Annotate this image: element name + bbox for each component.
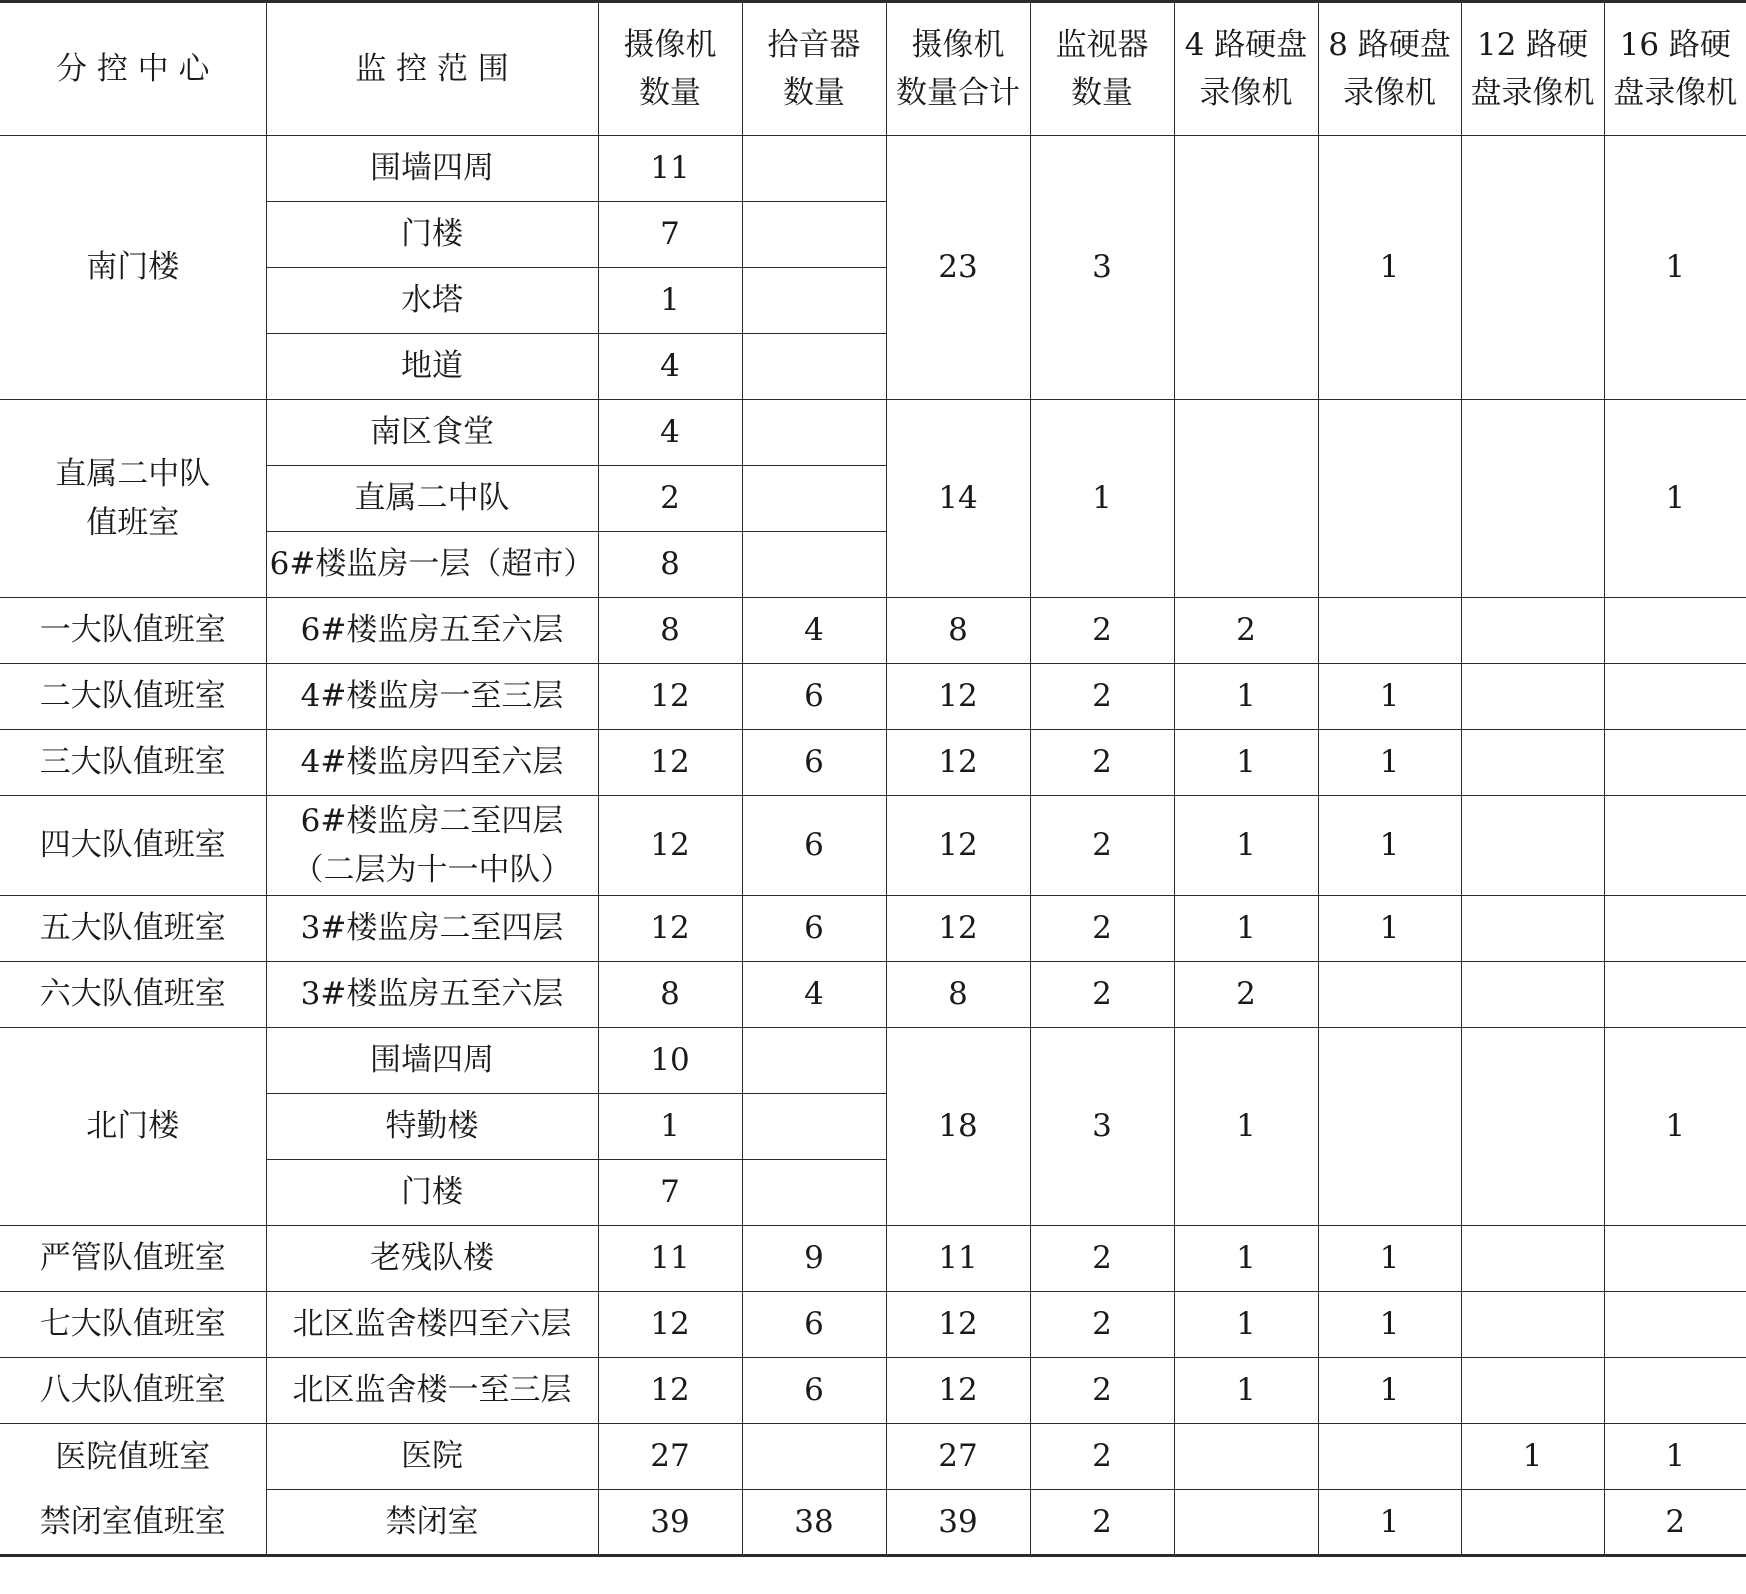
dvr8-cell: 1	[1318, 136, 1461, 400]
scope-cell	[266, 796, 598, 896]
mics-cell: 6	[742, 896, 886, 962]
dvr4-cell: 2	[1174, 962, 1318, 1028]
cameras-cell: 10	[598, 1028, 742, 1094]
scope-cell: 直属二中队	[266, 466, 598, 532]
cameras-cell: 7	[598, 1160, 742, 1226]
table-row	[0, 1424, 1746, 1490]
scope-cell: 门楼	[266, 1160, 598, 1226]
dvr16-cell	[1604, 1226, 1746, 1292]
monitors-cell: 2	[1030, 1292, 1174, 1358]
center-line1: 直属二中队	[55, 456, 211, 493]
scope-line2: （二层为十一中队）	[292, 851, 572, 888]
table-row	[0, 730, 1746, 796]
monitors-cell: 2	[1030, 664, 1174, 730]
header-scope	[266, 2, 598, 136]
dvr8-cell: 1	[1318, 1226, 1461, 1292]
scope-cell: 6#楼监房一层（超市）	[266, 532, 598, 598]
table-row	[0, 136, 1746, 202]
dvr8-cell: 1	[1318, 1490, 1461, 1556]
dvr12-cell	[1461, 664, 1604, 730]
mics-cell	[742, 466, 886, 532]
dvr12-cell	[1461, 730, 1604, 796]
header-dvr8-line2: 录像机	[1343, 75, 1436, 111]
scope-cell: 围墙四周	[266, 136, 598, 202]
mics-cell	[742, 1028, 886, 1094]
dvr16-cell	[1604, 896, 1746, 962]
cameras-cell: 11	[598, 1226, 742, 1292]
scope-cell: 北区监舍楼一至三层	[266, 1358, 598, 1424]
dvr16-cell	[1604, 664, 1746, 730]
table-row	[0, 598, 1746, 664]
camera-total-cell: 27	[886, 1424, 1030, 1490]
table-row	[0, 1292, 1746, 1358]
mics-cell: 6	[742, 730, 886, 796]
monitors-cell: 2	[1030, 1424, 1174, 1490]
dvr4-cell	[1174, 1424, 1318, 1490]
dvr8-cell: 1	[1318, 1292, 1461, 1358]
dvr4-cell: 1	[1174, 1292, 1318, 1358]
dvr16-cell	[1604, 598, 1746, 664]
camera-total-cell: 23	[886, 136, 1030, 400]
dvr12-cell: 1	[1461, 1424, 1604, 1490]
cameras-cell: 7	[598, 202, 742, 268]
scope-cell: 6#楼监房五至六层	[266, 598, 598, 664]
dvr4-cell	[1174, 400, 1318, 598]
cameras-cell: 12	[598, 1358, 742, 1424]
center-cell: 二大队值班室	[0, 664, 266, 730]
scope-cell: 南区食堂	[266, 400, 598, 466]
dvr12-cell	[1461, 896, 1604, 962]
table-row	[0, 1490, 1746, 1556]
center-cell: 北门楼	[0, 1028, 266, 1226]
header-cameras-line2: 数量	[639, 75, 701, 111]
camera-total-cell: 12	[886, 896, 1030, 962]
dvr8-cell: 1	[1318, 730, 1461, 796]
dvr4-cell: 1	[1174, 1358, 1318, 1424]
center-cell: 五大队值班室	[0, 896, 266, 962]
header-dvr12-line1: 12 路硬	[1476, 26, 1589, 63]
mics-cell: 6	[742, 796, 886, 896]
dvr4-cell: 1	[1174, 1028, 1318, 1226]
cameras-cell: 1	[598, 268, 742, 334]
table-row	[0, 400, 1746, 466]
camera-total-cell: 8	[886, 962, 1030, 1028]
header-mics	[742, 2, 886, 136]
mics-cell: 6	[742, 1358, 886, 1424]
table-row	[0, 1028, 1746, 1094]
dvr12-cell	[1461, 1028, 1604, 1226]
dvr16-cell: 1	[1604, 400, 1746, 598]
scope-cell: 老残队楼	[266, 1226, 598, 1292]
header-monitors-line2: 数量	[1071, 75, 1133, 111]
cameras-cell: 8	[598, 598, 742, 664]
header-dvr4-line1: 4 路硬盘	[1184, 26, 1308, 63]
header-camera-total	[886, 2, 1030, 136]
header-mics-line1: 拾音器	[767, 26, 861, 63]
header-dvr12	[1461, 2, 1604, 136]
dvr8-cell: 1	[1318, 664, 1461, 730]
center-cell: 七大队值班室	[0, 1292, 266, 1358]
dvr8-cell: 1	[1318, 896, 1461, 962]
dvr12-cell	[1461, 400, 1604, 598]
monitors-cell: 2	[1030, 1358, 1174, 1424]
dvr12-cell	[1461, 1490, 1604, 1556]
mics-cell: 38	[742, 1490, 886, 1556]
scope-line1: 6#楼监房二至四层	[300, 803, 564, 840]
cameras-cell: 12	[598, 664, 742, 730]
scope-cell: 北区监舍楼四至六层	[266, 1292, 598, 1358]
camera-total-cell: 12	[886, 1358, 1030, 1424]
center-cell: 禁闭室值班室	[0, 1490, 266, 1556]
header-mics-line2: 数量	[783, 75, 845, 111]
header-center	[0, 2, 266, 136]
scope-cell: 围墙四周	[266, 1028, 598, 1094]
scope-cell: 门楼	[266, 202, 598, 268]
cameras-cell: 2	[598, 466, 742, 532]
dvr16-cell	[1604, 730, 1746, 796]
dvr12-cell	[1461, 796, 1604, 896]
header-camera-total-line1: 摄像机	[911, 26, 1005, 63]
header-cameras-line1: 摄像机	[623, 26, 717, 63]
mics-cell: 6	[742, 664, 886, 730]
table-row	[0, 664, 1746, 730]
cameras-cell: 8	[598, 532, 742, 598]
scope-cell: 4#楼监房四至六层	[266, 730, 598, 796]
mics-cell	[742, 532, 886, 598]
camera-total-cell: 12	[886, 1292, 1030, 1358]
center-cell	[0, 400, 266, 598]
scope-cell: 地道	[266, 334, 598, 400]
table-row	[0, 1358, 1746, 1424]
center-cell: 一大队值班室	[0, 598, 266, 664]
dvr12-cell	[1461, 598, 1604, 664]
dvr12-cell	[1461, 1226, 1604, 1292]
scope-cell: 特勤楼	[266, 1094, 598, 1160]
table-header-row	[0, 2, 1746, 136]
table-row	[0, 1226, 1746, 1292]
dvr8-cell: 1	[1318, 796, 1461, 896]
camera-total-cell: 11	[886, 1226, 1030, 1292]
dvr12-cell	[1461, 962, 1604, 1028]
mics-cell	[742, 400, 886, 466]
dvr4-cell	[1174, 1490, 1318, 1556]
monitors-cell: 2	[1030, 896, 1174, 962]
dvr16-cell: 1	[1604, 136, 1746, 400]
monitors-cell: 2	[1030, 1226, 1174, 1292]
center-cell: 三大队值班室	[0, 730, 266, 796]
dvr4-cell: 1	[1174, 896, 1318, 962]
mics-cell: 6	[742, 1292, 886, 1358]
mics-cell	[742, 334, 886, 400]
camera-total-cell: 39	[886, 1490, 1030, 1556]
mics-cell: 9	[742, 1226, 886, 1292]
center-cell: 四大队值班室	[0, 796, 266, 896]
monitors-cell: 1	[1030, 400, 1174, 598]
center-cell: 医院值班室	[0, 1424, 266, 1490]
center-line2: 值班室	[86, 504, 180, 541]
cameras-cell: 12	[598, 730, 742, 796]
header-dvr4-line2: 录像机	[1199, 75, 1293, 111]
monitors-cell: 2	[1030, 598, 1174, 664]
dvr16-cell	[1604, 1358, 1746, 1424]
dvr4-cell: 1	[1174, 796, 1318, 896]
mics-cell: 4	[742, 962, 886, 1028]
dvr16-cell	[1604, 796, 1746, 896]
header-monitors-line1: 监视器	[1055, 26, 1149, 63]
header-dvr12-line2: 盘录像机	[1470, 75, 1595, 111]
cameras-cell: 12	[598, 896, 742, 962]
dvr16-cell: 1	[1604, 1424, 1746, 1490]
header-dvr4	[1174, 2, 1318, 136]
camera-total-cell: 8	[886, 598, 1030, 664]
cameras-cell: 12	[598, 796, 742, 896]
header-camera-total-line2: 数量合计	[896, 75, 1020, 111]
cameras-cell: 39	[598, 1490, 742, 1556]
monitors-cell: 2	[1030, 1490, 1174, 1556]
dvr8-cell	[1318, 598, 1461, 664]
dvr8-cell	[1318, 1028, 1461, 1226]
dvr4-cell: 1	[1174, 730, 1318, 796]
mics-cell	[742, 202, 886, 268]
scope-cell: 医院	[266, 1424, 598, 1490]
dvr8-cell	[1318, 400, 1461, 598]
scope-cell: 水塔	[266, 268, 598, 334]
center-cell: 严管队值班室	[0, 1226, 266, 1292]
dvr8-cell: 1	[1318, 1358, 1461, 1424]
table-row	[0, 896, 1746, 962]
mics-cell: 4	[742, 598, 886, 664]
dvr4-cell: 2	[1174, 598, 1318, 664]
center-cell: 六大队值班室	[0, 962, 266, 1028]
dvr4-cell: 1	[1174, 1226, 1318, 1292]
header-dvr16-line2: 盘录像机	[1613, 75, 1738, 111]
monitors-cell: 2	[1030, 730, 1174, 796]
cameras-cell: 27	[598, 1424, 742, 1490]
dvr16-cell: 1	[1604, 1028, 1746, 1226]
header-dvr16	[1604, 2, 1746, 136]
header-dvr8	[1318, 2, 1461, 136]
dvr16-cell: 2	[1604, 1490, 1746, 1556]
header-scope-text: 监 控 范 围	[355, 50, 509, 87]
monitors-cell: 2	[1030, 962, 1174, 1028]
header-center-text: 分 控 中 心	[55, 50, 210, 87]
mics-cell	[742, 268, 886, 334]
cameras-cell: 4	[598, 334, 742, 400]
table-row	[0, 962, 1746, 1028]
dvr16-cell	[1604, 1292, 1746, 1358]
camera-total-cell: 18	[886, 1028, 1030, 1226]
center-cell: 八大队值班室	[0, 1358, 266, 1424]
monitors-cell: 3	[1030, 1028, 1174, 1226]
scope-cell: 3#楼监房二至四层	[266, 896, 598, 962]
dvr12-cell	[1461, 1292, 1604, 1358]
dvr12-cell	[1461, 1358, 1604, 1424]
header-cameras	[598, 2, 742, 136]
camera-total-cell: 12	[886, 664, 1030, 730]
scope-cell: 4#楼监房一至三层	[266, 664, 598, 730]
dvr8-cell	[1318, 962, 1461, 1028]
header-dvr8-line1: 8 路硬盘	[1328, 26, 1451, 63]
camera-total-cell: 12	[886, 796, 1030, 896]
header-monitors	[1030, 2, 1174, 136]
center-cell: 南门楼	[0, 136, 266, 400]
dvr16-cell	[1604, 962, 1746, 1028]
mics-cell	[742, 1424, 886, 1490]
dvr12-cell	[1461, 136, 1604, 400]
dvr4-cell: 1	[1174, 664, 1318, 730]
mics-cell	[742, 136, 886, 202]
monitors-cell: 3	[1030, 136, 1174, 400]
camera-total-cell: 14	[886, 400, 1030, 598]
scope-cell: 禁闭室	[266, 1490, 598, 1556]
cameras-cell: 8	[598, 962, 742, 1028]
mics-cell	[742, 1094, 886, 1160]
header-dvr16-line1: 16 路硬	[1619, 26, 1731, 63]
cameras-cell: 12	[598, 1292, 742, 1358]
monitors-cell: 2	[1030, 796, 1174, 896]
cameras-cell: 4	[598, 400, 742, 466]
cameras-cell: 1	[598, 1094, 742, 1160]
cameras-cell: 11	[598, 136, 742, 202]
dvr4-cell	[1174, 136, 1318, 400]
table-row	[0, 796, 1746, 896]
scope-cell: 3#楼监房五至六层	[266, 962, 598, 1028]
dvr8-cell	[1318, 1424, 1461, 1490]
camera-total-cell: 12	[886, 730, 1030, 796]
mics-cell	[742, 1160, 886, 1226]
